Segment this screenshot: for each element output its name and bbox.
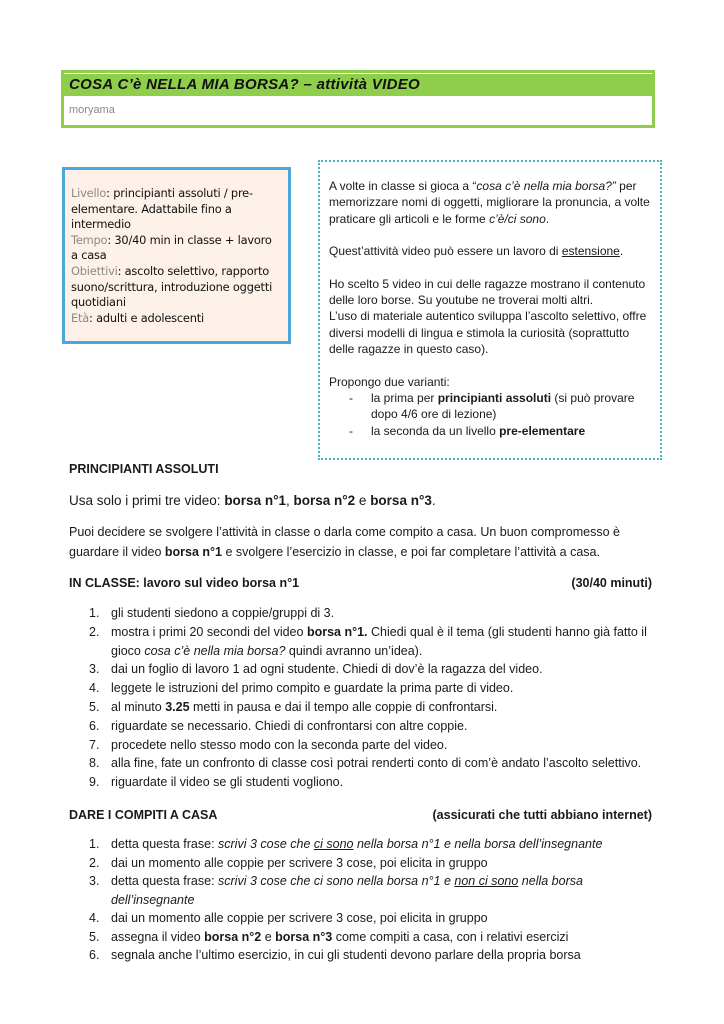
- item-text: al minuto: [111, 699, 166, 714]
- age-key: Età: [71, 310, 90, 325]
- list-item: [69, 679, 659, 698]
- in-class-steps: [69, 604, 659, 792]
- item-text: leggete le istruzioni del primo compito e guardate la prima parte di video.: [111, 681, 514, 696]
- separator: e: [355, 493, 371, 508]
- item-number: 1.: [89, 837, 100, 851]
- item-text: segnala anche l’ultimo esercizio, in cui gli studenti devono parlare della propria borsa: [111, 948, 581, 962]
- level-key: Livello: [71, 186, 107, 200]
- time-line: [71, 233, 280, 264]
- intro-text: per memorizzare nomi di oggetti, migliorare la pronuncia, a volte praticare gli articoli e le forme: [329, 179, 650, 226]
- age-value: : adulti e adolescenti: [89, 310, 204, 325]
- variant-item: - la seconda da un livello pre-elementare: [349, 423, 586, 438]
- item-text: dai un foglio di lavoro 1 ad ogni studente. Chiedi di dov’è la ragazza del video.: [111, 662, 543, 677]
- section-heading: PRINCIPIANTI ASSOLUTI: [69, 462, 219, 476]
- item-number: 4.: [89, 681, 100, 696]
- item-text: gli studenti siedono a coppie/gruppi di 3.: [111, 606, 335, 620]
- item-text: dai un momento alle coppie per scrivere 3 cose, poi elicita in gruppo: [111, 911, 488, 925]
- item-text: alla fine, fate un confronto di classe così potrai renderti conto di com’è andato l’ascolto selettivo.: [111, 756, 642, 771]
- item-italic: scrivi 3 cose che: [218, 837, 314, 851]
- item-italic: cosa c’è nella mia borsa?: [144, 643, 286, 658]
- list-item: [69, 872, 669, 909]
- in-class-time: (30/40 minuti): [571, 576, 652, 590]
- item-text: procedete nello stesso modo con la seconda parte del video.: [111, 737, 448, 752]
- para-text: e svolgere l’esercizio in classe, e poi far completare l’attività a casa.: [222, 545, 600, 559]
- item-text: riguardate il video se gli studenti vogliono.: [111, 775, 344, 790]
- time-key: Tempo: [71, 232, 108, 247]
- variants-list: [329, 390, 652, 439]
- time-value: : 30/40 min in classe + lavoro a casa: [71, 232, 272, 263]
- list-item: [69, 623, 659, 661]
- variant-level: principianti assoluti: [437, 391, 552, 406]
- intro-text: .: [619, 244, 624, 259]
- list-item: [69, 909, 669, 928]
- item-bold: 3.25: [165, 699, 190, 714]
- intro-paragraph-4: L’uso di materiale autentico sviluppa l’ascolto selettivo, offre diversi modelli di lingua e stimola la curiosità (soprattutto delle ragazze in questo caso).: [329, 309, 647, 357]
- video-name: borsa n°3: [370, 493, 432, 508]
- video-name: borsa n°1: [164, 545, 223, 559]
- list-item: [69, 698, 659, 717]
- intro-text: .: [545, 211, 550, 226]
- item-number: 4.: [89, 911, 100, 925]
- item-text: detta questa frase:: [111, 874, 219, 888]
- intro-text: Quest’attività video può essere un lavoro di: [329, 244, 562, 259]
- item-text: assegna il video: [111, 929, 205, 944]
- age-line: [71, 311, 280, 327]
- variant-level: pre-elementare: [499, 423, 586, 438]
- item-bold: borsa n°3: [275, 929, 333, 944]
- item-text: detta questa frase:: [111, 837, 219, 851]
- item-number: 6.: [89, 948, 100, 962]
- para-text: Puoi decidere se svolgere l’attività in classe o darla come compito a casa. Un buon compromesso è guardare il video: [69, 525, 620, 559]
- list-item: [69, 736, 659, 755]
- separator: ,: [285, 493, 294, 508]
- variant-text: la seconda da un livello: [371, 423, 500, 438]
- list-item: [69, 604, 659, 623]
- item-number: 2.: [89, 624, 100, 639]
- intro-forms: c’è/ci sono: [489, 211, 546, 226]
- item-number: 3.: [89, 662, 100, 677]
- author-name: moryama: [69, 104, 115, 116]
- page-title: COSA C’è NELLA MIA BORSA? – attività VIDEO: [69, 76, 420, 93]
- item-text: dai un momento alle coppie per scrivere 3 cose, poi elicita in gruppo: [111, 855, 488, 870]
- extension-word: estensione: [561, 244, 620, 259]
- homework-note: (assicurati che tutti abbiano internet): [432, 808, 652, 822]
- intro-paragraph-5: Propongo due varianti:: [329, 374, 450, 389]
- goals-value: : ascolto selettivo, rapporto suono/scrittura, introduzione oggetti quotidiani: [71, 263, 273, 310]
- list-item: [69, 946, 669, 965]
- item-text: mostra i primi 20 secondi del video: [111, 624, 307, 639]
- intro-text: A volte in classe si gioca a “: [329, 179, 477, 193]
- intro-game-name: cosa c’è nella mia borsa?”: [476, 179, 616, 193]
- item-bold: borsa n°2: [204, 929, 262, 944]
- goals-line: [71, 264, 280, 311]
- item-text: metti in pausa e dai il tempo alle coppie di confrontarsi.: [189, 699, 498, 714]
- goals-key: Obiettivi: [71, 263, 118, 278]
- level-value: : principianti assoluti / pre-elementare. Adattabile fino a intermedio: [71, 186, 253, 232]
- list-item: [69, 835, 669, 854]
- intro-paragraph-3: Ho scelto 5 video in cui delle ragazze mostrano il contenuto delle loro borse. Su youtube ne troverai molti altri.: [329, 276, 646, 308]
- list-item: [69, 854, 669, 873]
- item-number: 3.: [89, 874, 100, 888]
- video-name: borsa n°1: [224, 493, 286, 508]
- homework-heading: DARE I COMPITI A CASA: [69, 808, 218, 822]
- item-text: e: [261, 929, 276, 944]
- activity-info-box: [62, 167, 291, 344]
- item-bold: borsa n°1.: [306, 624, 368, 639]
- item-number: 5.: [89, 699, 100, 714]
- item-text: come compiti a casa, con i relativi esercizi: [332, 929, 569, 944]
- item-italic: scrivi 3 cose che ci sono nella borsa n°1 e: [218, 874, 455, 888]
- item-number: 2.: [89, 855, 100, 870]
- item-italic: nella borsa n°1 e nella borsa dell’insegnante: [353, 837, 603, 851]
- list-item: [69, 773, 659, 792]
- videos-line: [69, 493, 436, 508]
- homework-steps: [69, 835, 669, 965]
- videos-intro: Usa solo i primi tre video:: [69, 493, 225, 508]
- intro-paragraph-1: [329, 178, 652, 227]
- variant-text: la prima per: [371, 391, 438, 406]
- list-item: [69, 660, 659, 679]
- intro-box: [318, 160, 662, 460]
- separator: .: [431, 493, 436, 508]
- variant-item: - la prima per principianti assoluti (si può provare dopo 4/6 ore di lezione): [349, 391, 635, 422]
- item-italic-underlined: non ci sono: [454, 874, 519, 888]
- item-number: 9.: [89, 775, 100, 790]
- item-italic: nella borsa dell’insegnante: [111, 874, 583, 907]
- item-number: 6.: [89, 718, 100, 733]
- item-number: 7.: [89, 737, 100, 752]
- item-italic-underlined: ci sono: [313, 837, 354, 851]
- item-number: 1.: [89, 606, 100, 620]
- list-item: [69, 717, 659, 736]
- item-number: 8.: [89, 756, 100, 771]
- compromise-paragraph: [69, 522, 655, 562]
- variant-text: (si può provare dopo 4/6 ore di lezione): [371, 391, 635, 422]
- intro-paragraph-2: [329, 243, 652, 259]
- in-class-heading: IN CLASSE: lavoro sul video borsa n°1: [69, 576, 300, 590]
- level-line: [71, 186, 280, 233]
- list-item: [69, 928, 669, 947]
- item-text: Chiedi qual è il tema (gli studenti hanno già fatto il gioco: [111, 624, 647, 658]
- video-name: borsa n°2: [293, 493, 356, 508]
- item-text: riguardate se necessario. Chiedi di confrontarsi con altre coppie.: [111, 718, 468, 733]
- item-number: 5.: [89, 929, 100, 944]
- item-text: quindi avranno un’idea).: [285, 643, 423, 658]
- list-item: [69, 754, 659, 773]
